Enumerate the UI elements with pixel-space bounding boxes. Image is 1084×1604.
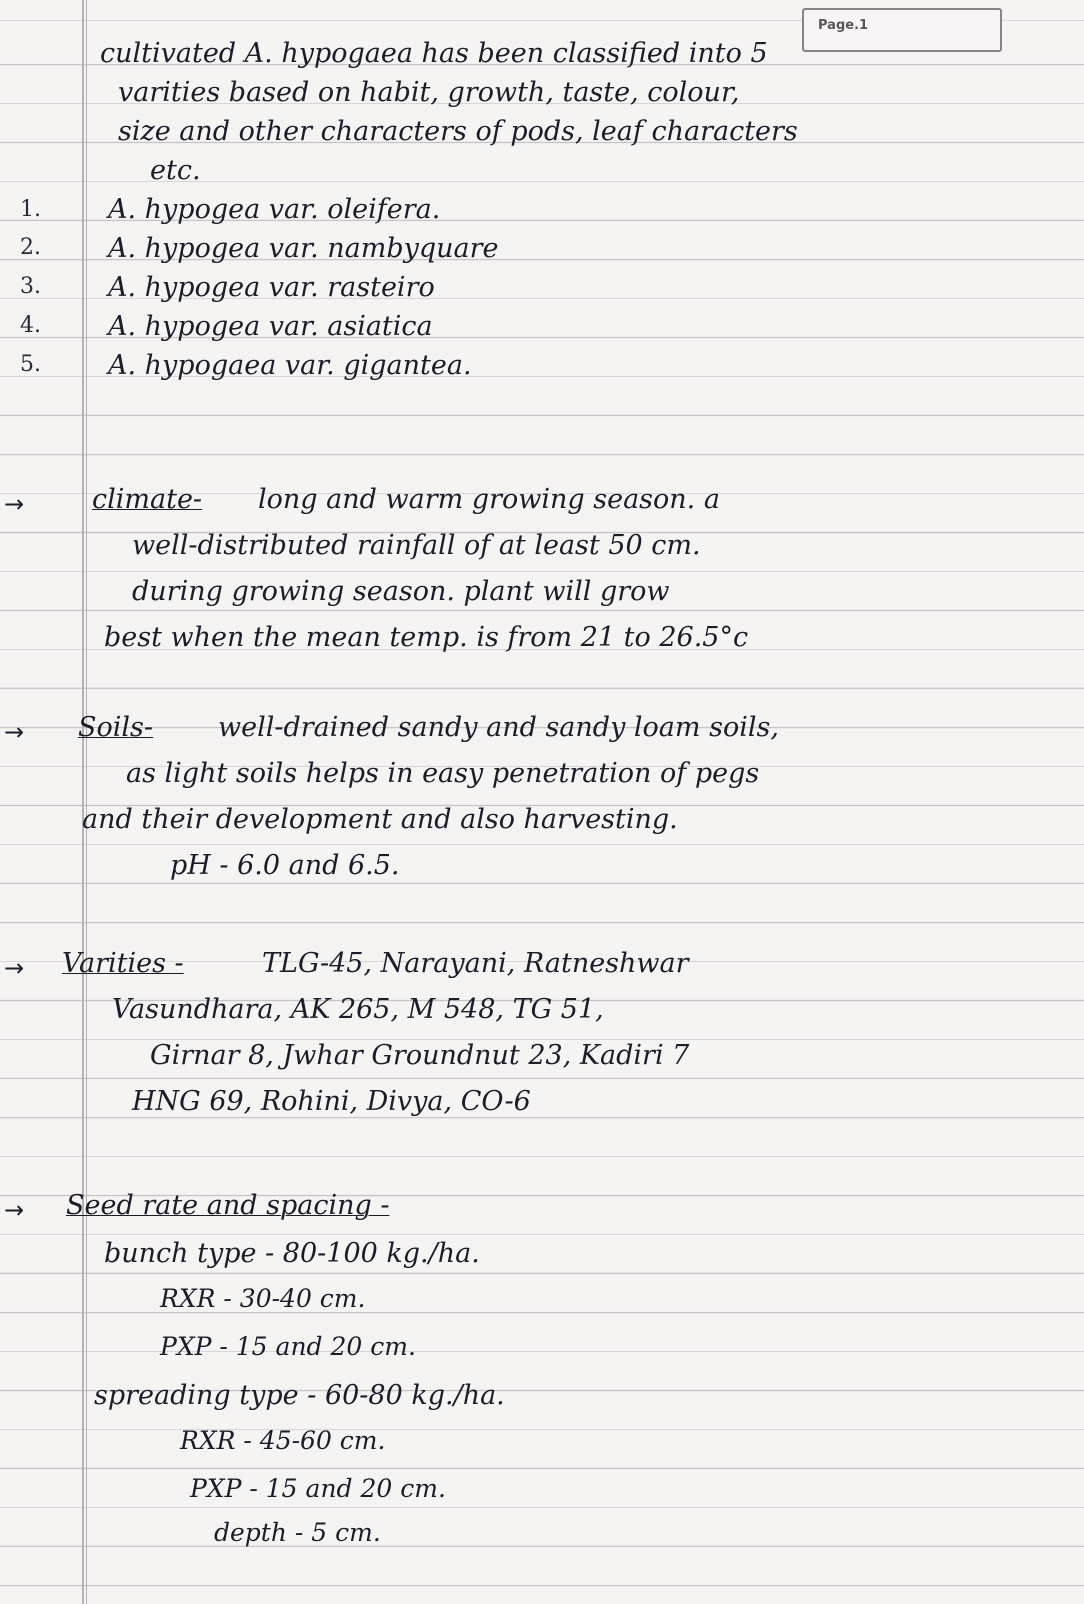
intro-line-1: cultivated A. hypogaea has been classified into 5 [100, 38, 768, 69]
list-number-5: 5. [20, 352, 41, 377]
bunch-pxp: PXP - 15 and 20 cm. [160, 1332, 416, 1361]
list-item-2: A. hypogea var. nambyquare [108, 233, 499, 264]
margin-line [82, 0, 84, 1604]
soils-line-1: well-drained sandy and sandy loam soils, [218, 712, 779, 743]
spreading-pxp: PXP - 15 and 20 cm. [190, 1474, 446, 1503]
soils-heading: Soils- [78, 712, 154, 743]
list-item-5: A. hypogaea var. gigantea. [108, 350, 472, 381]
list-number-4: 4. [20, 313, 41, 338]
climate-line-3: during growing season. plant will grow [132, 576, 670, 607]
intro-line-3: size and other characters of pods, leaf characters [118, 116, 798, 147]
list-number-3: 3. [20, 274, 41, 299]
seed-rate-arrow-icon: → [4, 1196, 25, 1224]
page-number-label: Page.1 [818, 18, 869, 33]
varities-line-4: HNG 69, Rohini, Divya, CO-6 [132, 1086, 531, 1117]
sowing-depth: depth - 5 cm. [214, 1518, 381, 1547]
seed-rate-heading: Seed rate and spacing - [66, 1190, 390, 1221]
bunch-rxr: RXR - 30-40 cm. [160, 1284, 366, 1313]
varities-heading: Varities - [62, 948, 184, 979]
soils-line-3: and their development and also harvesting. [82, 804, 678, 835]
list-item-3: A. hypogea var. rasteiro [108, 272, 435, 303]
intro-line-2: varities based on habit, growth, taste, colour, [118, 77, 740, 108]
bunch-type: bunch type - 80-100 kg./ha. [104, 1238, 480, 1269]
page-number-box [802, 8, 1002, 52]
climate-line-4: best when the mean temp. is from 21 to 26.5°c [104, 622, 749, 653]
soils-line-4: pH - 6.0 and 6.5. [170, 850, 400, 881]
spreading-rxr: RXR - 45-60 cm. [180, 1426, 386, 1455]
list-item-1: A. hypogea var. oleifera. [108, 194, 441, 225]
intro-line-4: etc. [150, 155, 201, 186]
margin-line-inner [86, 0, 87, 1604]
climate-line-1: long and warm growing season. a [258, 484, 720, 515]
varities-line-2: Vasundhara, AK 265, M 548, TG 51, [112, 994, 604, 1025]
climate-arrow-icon: → [4, 490, 25, 518]
climate-line-2: well-distributed rainfall of at least 50 cm. [132, 530, 701, 561]
list-number-2: 2. [20, 235, 41, 260]
varities-line-1: TLG-45, Narayani, Ratneshwar [262, 948, 689, 979]
varities-arrow-icon: → [4, 954, 25, 982]
soils-arrow-icon: → [4, 718, 25, 746]
list-number-1: 1. [20, 197, 41, 222]
spreading-type: spreading type - 60-80 kg./ha. [94, 1380, 505, 1411]
varities-line-3: Girnar 8, Jwhar Groundnut 23, Kadiri 7 [150, 1040, 690, 1071]
climate-heading: climate- [92, 484, 203, 515]
list-item-4: A. hypogea var. asiatica [108, 311, 433, 342]
soils-line-2: as light soils helps in easy penetration of pegs [126, 758, 760, 789]
